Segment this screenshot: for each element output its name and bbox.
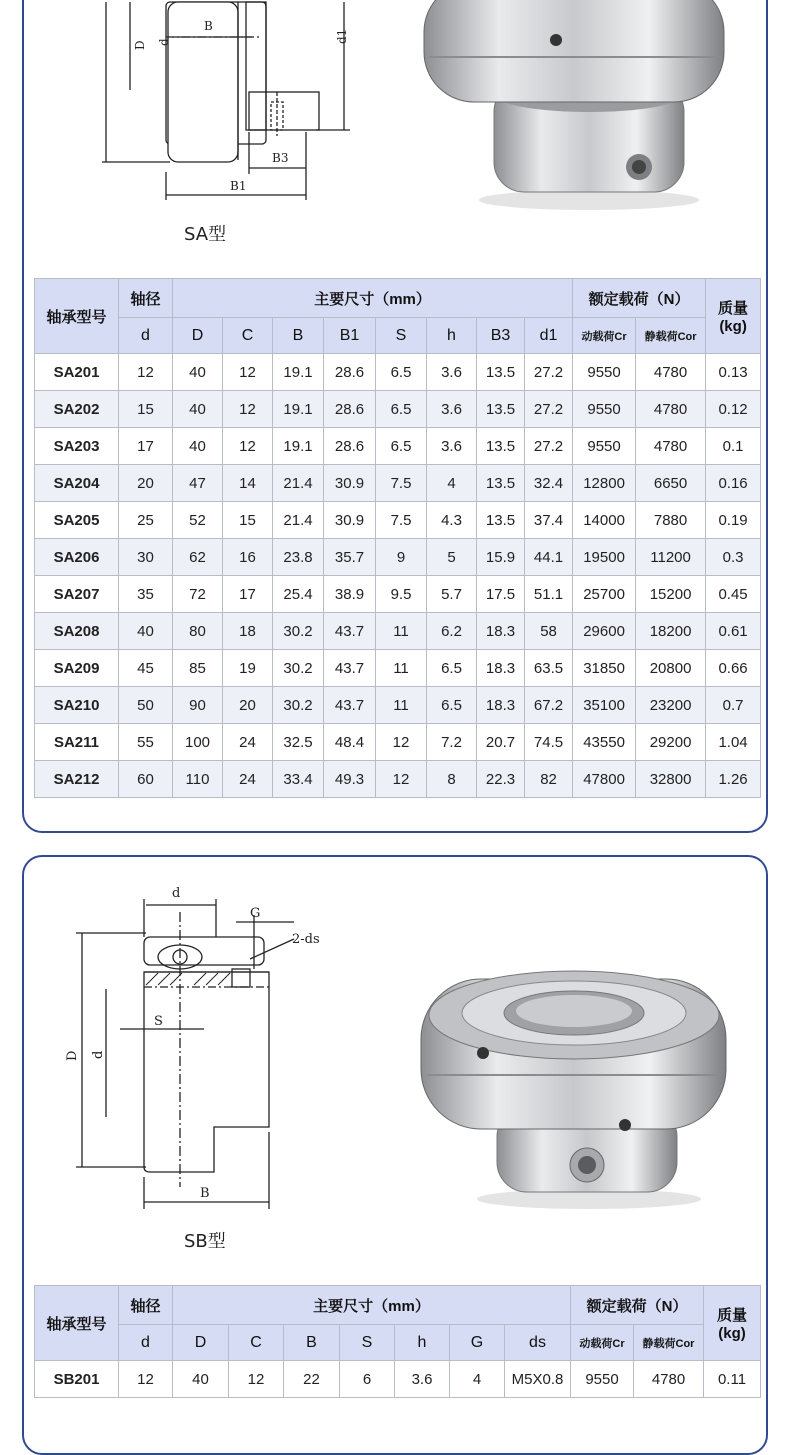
sa-cell-value: 40 — [173, 354, 223, 391]
sa-cell-value: 0.19 — [706, 502, 761, 539]
sb-drawing-label-b: B — [200, 1186, 210, 1201]
sa-cell-model: SA211 — [35, 724, 119, 761]
sa-drawing-label-d1: d1 — [335, 28, 349, 44]
sa-cell-value: 47800 — [573, 761, 636, 798]
sa-cell-value: 62 — [173, 539, 223, 576]
sa-cell-value: 1.26 — [706, 761, 761, 798]
sa-cell-value: 11200 — [636, 539, 706, 576]
sa-cell-value: 24 — [223, 761, 273, 798]
sa-cell-value: 12 — [376, 724, 427, 761]
sa-table-body — [35, 354, 761, 798]
sa-cell-value: 23200 — [636, 687, 706, 724]
sa-table-row — [35, 391, 761, 428]
sa-cell-value: 50 — [119, 687, 173, 724]
sa-cell-value: 14000 — [573, 502, 636, 539]
sa-cell-value: 37.4 — [525, 502, 573, 539]
sa-cell-value: 45 — [119, 650, 173, 687]
sa-cell-value: 14 — [223, 465, 273, 502]
sa-cell-value: 17 — [223, 576, 273, 613]
sa-cell-value: 18.3 — [477, 613, 525, 650]
sa-table-row — [35, 761, 761, 798]
sa-drawing-label-b1: B1 — [230, 179, 247, 193]
sa-cell-value: 35.7 — [324, 539, 376, 576]
sa-table-row — [35, 650, 761, 687]
sa-drawing-label-b: B — [204, 19, 213, 33]
sa-cell-value: 19.1 — [273, 354, 324, 391]
sb-subheader-big-d: D — [173, 1325, 229, 1361]
sa-cell-value: 12 — [223, 391, 273, 428]
sb-cell-value: 12 — [229, 1361, 284, 1398]
sb-cell-value: 12 — [119, 1361, 173, 1398]
sb-subheader-cor: 静载荷Cor — [634, 1325, 704, 1361]
sa-table-row — [35, 465, 761, 502]
sa-bearing-photo — [409, 0, 739, 222]
sa-cell-value: 0.3 — [706, 539, 761, 576]
sa-drawing-label-big-d: D — [133, 40, 147, 50]
sa-cell-value: 25.4 — [273, 576, 324, 613]
sa-cell-value: 18 — [223, 613, 273, 650]
sb-bearing-photo — [409, 957, 739, 1217]
sa-cell-value: 9.5 — [376, 576, 427, 613]
sa-table-row — [35, 502, 761, 539]
sa-cell-value: 72 — [173, 576, 223, 613]
sa-cell-value: 48.4 — [324, 724, 376, 761]
sa-cell-value: 82 — [525, 761, 573, 798]
sa-cell-value: 1.04 — [706, 724, 761, 761]
sa-subheader-b1: B1 — [324, 318, 376, 354]
sa-cell-value: 17 — [119, 428, 173, 465]
sa-cell-value: 47 — [173, 465, 223, 502]
sa-cell-value: 13.5 — [477, 354, 525, 391]
sa-cell-value: 12 — [223, 428, 273, 465]
sa-subheader-b: B — [273, 318, 324, 354]
sa-subheader-s: S — [376, 318, 427, 354]
sa-cell-value: 7.5 — [376, 465, 427, 502]
sa-cell-model: SA202 — [35, 391, 119, 428]
sa-cell-model: SA207 — [35, 576, 119, 613]
sa-cell-value: 38.9 — [324, 576, 376, 613]
sa-cell-value: 110 — [173, 761, 223, 798]
sa-table-row — [35, 613, 761, 650]
sa-cell-value: 19.1 — [273, 428, 324, 465]
sa-cell-value: 12 — [119, 354, 173, 391]
sb-figure-label: SB型 — [184, 1231, 226, 1252]
sb-panel — [22, 855, 768, 1455]
sa-cell-value: 0.1 — [706, 428, 761, 465]
sa-cell-model: SA205 — [35, 502, 119, 539]
sa-cell-value: 52 — [173, 502, 223, 539]
sa-cell-value: 55 — [119, 724, 173, 761]
sa-cell-value: 58 — [525, 613, 573, 650]
sa-spec-table — [34, 278, 761, 798]
sb-header-load: 额定载荷（N） — [571, 1286, 704, 1325]
sa-cell-value: 90 — [173, 687, 223, 724]
sa-cell-value: 15200 — [636, 576, 706, 613]
sa-cell-value: 27.2 — [525, 391, 573, 428]
sa-cell-value: 32.4 — [525, 465, 573, 502]
sa-cell-value: 49.3 — [324, 761, 376, 798]
sb-spec-table — [34, 1285, 761, 1398]
sa-cell-value: 30 — [119, 539, 173, 576]
sa-cell-value: 11 — [376, 613, 427, 650]
sa-cell-value: 12 — [376, 761, 427, 798]
sb-subheader-s: S — [340, 1325, 395, 1361]
sb-cell-value: 3.6 — [395, 1361, 450, 1398]
sa-cell-value: 25 — [119, 502, 173, 539]
sb-subheader-cr: 动载荷Cr — [571, 1325, 634, 1361]
sb-cell-value: 0.11 — [704, 1361, 761, 1398]
sa-cell-value: 25700 — [573, 576, 636, 613]
sa-cell-value: 4780 — [636, 391, 706, 428]
sa-cell-value: 6.5 — [376, 391, 427, 428]
sa-subheader-cor: 静载荷Cor — [636, 318, 706, 354]
sb-cell-value: M5X0.8 — [505, 1361, 571, 1398]
sa-cell-value: 60 — [119, 761, 173, 798]
sa-table-row — [35, 539, 761, 576]
sa-cell-value: 3.6 — [427, 354, 477, 391]
sa-subheader-h: h — [427, 318, 477, 354]
sa-cell-value: 63.5 — [525, 650, 573, 687]
sa-table-row — [35, 354, 761, 391]
sa-cell-value: 67.2 — [525, 687, 573, 724]
sa-table-row — [35, 724, 761, 761]
sa-cell-value: 11 — [376, 650, 427, 687]
sb-subheader-ds: ds — [505, 1325, 571, 1361]
sa-header-mass: 质量(kg) — [706, 279, 761, 354]
sa-cell-value: 4780 — [636, 354, 706, 391]
sa-cell-value: 21.4 — [273, 502, 324, 539]
sa-cell-value: 27.2 — [525, 354, 573, 391]
sa-cell-value: 6.5 — [427, 687, 477, 724]
sa-cell-value: 17.5 — [477, 576, 525, 613]
sb-technical-drawing — [54, 877, 374, 1217]
sa-cell-value: 24 — [223, 724, 273, 761]
sb-subheader-d: d — [119, 1325, 173, 1361]
sa-cell-model: SA206 — [35, 539, 119, 576]
sb-drawing-label-ds: 2-ds — [292, 932, 320, 947]
sb-drawing-label-d: d — [91, 1050, 106, 1059]
sa-cell-value: 30.2 — [273, 687, 324, 724]
sa-cell-value: 40 — [173, 428, 223, 465]
sb-header-dimensions: 主要尺寸（mm） — [173, 1286, 571, 1325]
sa-cell-value: 19500 — [573, 539, 636, 576]
sa-drawing-label-b3: B3 — [272, 151, 289, 165]
sa-cell-model: SA201 — [35, 354, 119, 391]
sb-cell-value: 22 — [284, 1361, 340, 1398]
sa-cell-value: 9550 — [573, 391, 636, 428]
sa-cell-value: 80 — [173, 613, 223, 650]
sb-cell-value: 4 — [450, 1361, 505, 1398]
sa-cell-value: 6.2 — [427, 613, 477, 650]
sb-cell-value: 6 — [340, 1361, 395, 1398]
sa-cell-value: 6.5 — [376, 354, 427, 391]
sa-cell-value: 100 — [173, 724, 223, 761]
sa-cell-value: 4 — [427, 465, 477, 502]
sa-cell-value: 28.6 — [324, 391, 376, 428]
sa-cell-model: SA210 — [35, 687, 119, 724]
sa-cell-value: 0.16 — [706, 465, 761, 502]
sb-drawing-label-big-d: D — [65, 1050, 80, 1061]
sb-drawing-label-s: S — [154, 1014, 163, 1029]
sa-cell-value: 4780 — [636, 428, 706, 465]
sb-table-body — [35, 1361, 761, 1398]
sb-header-model: 轴承型号 — [35, 1286, 119, 1361]
sa-cell-value: 29600 — [573, 613, 636, 650]
sb-drawing-label-g: G — [250, 906, 261, 921]
sa-cell-value: 5 — [427, 539, 477, 576]
sa-cell-value: 12800 — [573, 465, 636, 502]
sa-cell-model: SA209 — [35, 650, 119, 687]
sa-cell-value: 43.7 — [324, 650, 376, 687]
sa-table-row — [35, 428, 761, 465]
sa-cell-value: 13.5 — [477, 428, 525, 465]
sa-cell-value: 22.3 — [477, 761, 525, 798]
sa-cell-value: 11 — [376, 687, 427, 724]
sa-cell-value: 18.3 — [477, 650, 525, 687]
sa-cell-model: SA204 — [35, 465, 119, 502]
sa-cell-value: 0.7 — [706, 687, 761, 724]
sa-subheader-cr: 动载荷Cr — [573, 318, 636, 354]
sa-cell-value: 16 — [223, 539, 273, 576]
sb-cell-value: 40 — [173, 1361, 229, 1398]
sa-cell-value: 12 — [223, 354, 273, 391]
sb-drawing-label-d-top: d — [172, 886, 181, 901]
sa-cell-value: 32.5 — [273, 724, 324, 761]
sa-subheader-c: C — [223, 318, 273, 354]
sa-cell-value: 8 — [427, 761, 477, 798]
sa-cell-value: 0.66 — [706, 650, 761, 687]
sb-table-row — [35, 1361, 761, 1398]
sa-cell-value: 51.1 — [525, 576, 573, 613]
sa-cell-value: 13.5 — [477, 502, 525, 539]
sa-cell-value: 85 — [173, 650, 223, 687]
sb-subheader-g: G — [450, 1325, 505, 1361]
sa-cell-value: 27.2 — [525, 428, 573, 465]
sa-cell-value: 0.12 — [706, 391, 761, 428]
sa-cell-value: 3.6 — [427, 428, 477, 465]
sa-cell-value: 28.6 — [324, 428, 376, 465]
sa-cell-value: 23.8 — [273, 539, 324, 576]
sa-cell-value: 30.2 — [273, 613, 324, 650]
sa-cell-value: 6.5 — [376, 428, 427, 465]
sb-subheader-b: B — [284, 1325, 340, 1361]
sa-cell-value: 7880 — [636, 502, 706, 539]
sa-cell-value: 43.7 — [324, 687, 376, 724]
sa-cell-value: 15.9 — [477, 539, 525, 576]
sa-cell-value: 35 — [119, 576, 173, 613]
sa-table-row — [35, 687, 761, 724]
sa-cell-value: 9550 — [573, 428, 636, 465]
sb-cell-model: SB201 — [35, 1361, 119, 1398]
sb-cell-value: 9550 — [571, 1361, 634, 1398]
sa-cell-model: SA203 — [35, 428, 119, 465]
sa-cell-value: 13.5 — [477, 391, 525, 428]
sa-cell-value: 7.5 — [376, 502, 427, 539]
sa-cell-value: 20 — [119, 465, 173, 502]
sb-cell-value: 4780 — [634, 1361, 704, 1398]
sa-header-load: 额定载荷（N） — [573, 279, 706, 318]
sa-cell-value: 9 — [376, 539, 427, 576]
sa-cell-value: 5.7 — [427, 576, 477, 613]
sa-cell-value: 30.2 — [273, 650, 324, 687]
sa-cell-value: 43.7 — [324, 613, 376, 650]
sa-panel — [22, 0, 768, 833]
sa-cell-value: 43550 — [573, 724, 636, 761]
sa-technical-drawing — [54, 0, 374, 222]
sa-cell-value: 7.2 — [427, 724, 477, 761]
sa-subheader-b3: B3 — [477, 318, 525, 354]
sa-cell-value: 74.5 — [525, 724, 573, 761]
sa-cell-value: 40 — [173, 391, 223, 428]
sa-cell-value: 40 — [119, 613, 173, 650]
sa-cell-value: 18.3 — [477, 687, 525, 724]
sa-cell-value: 29200 — [636, 724, 706, 761]
sa-cell-value: 6.5 — [427, 650, 477, 687]
sa-cell-value: 13.5 — [477, 465, 525, 502]
sa-cell-value: 9550 — [573, 354, 636, 391]
sa-cell-value: 44.1 — [525, 539, 573, 576]
sa-cell-value: 30.9 — [324, 502, 376, 539]
sa-cell-value: 18200 — [636, 613, 706, 650]
sa-table-row — [35, 576, 761, 613]
sa-cell-value: 31850 — [573, 650, 636, 687]
sa-cell-value: 28.6 — [324, 354, 376, 391]
sa-cell-value: 32800 — [636, 761, 706, 798]
sa-cell-value: 35100 — [573, 687, 636, 724]
sb-subheader-h: h — [395, 1325, 450, 1361]
sa-cell-value: 21.4 — [273, 465, 324, 502]
sa-cell-value: 15 — [223, 502, 273, 539]
sa-cell-value: 20.7 — [477, 724, 525, 761]
sa-subheader-d: d — [119, 318, 173, 354]
sa-cell-value: 0.45 — [706, 576, 761, 613]
sa-cell-value: 30.9 — [324, 465, 376, 502]
sa-cell-value: 3.6 — [427, 391, 477, 428]
sa-subheader-big-d: D — [173, 318, 223, 354]
sa-cell-value: 6650 — [636, 465, 706, 502]
sa-cell-value: 20 — [223, 687, 273, 724]
sa-subheader-d1: d1 — [525, 318, 573, 354]
sb-subheader-c: C — [229, 1325, 284, 1361]
sa-cell-value: 0.61 — [706, 613, 761, 650]
sa-cell-value: 0.13 — [706, 354, 761, 391]
sa-cell-value: 4.3 — [427, 502, 477, 539]
sa-header-bore: 轴径 — [119, 279, 173, 318]
sa-cell-value: 20800 — [636, 650, 706, 687]
sa-drawing-label-d: d — [157, 38, 171, 46]
sa-cell-value: 15 — [119, 391, 173, 428]
sb-header-mass: 质量(kg) — [704, 1286, 761, 1361]
sa-header-model: 轴承型号 — [35, 279, 119, 354]
sa-figure-label: SA型 — [184, 224, 227, 245]
sa-header-dimensions: 主要尺寸（mm） — [173, 279, 573, 318]
sb-header-bore: 轴径 — [119, 1286, 173, 1325]
sa-cell-value: 19.1 — [273, 391, 324, 428]
sa-cell-value: 33.4 — [273, 761, 324, 798]
sa-cell-model: SA208 — [35, 613, 119, 650]
sa-cell-value: 19 — [223, 650, 273, 687]
sa-cell-model: SA212 — [35, 761, 119, 798]
